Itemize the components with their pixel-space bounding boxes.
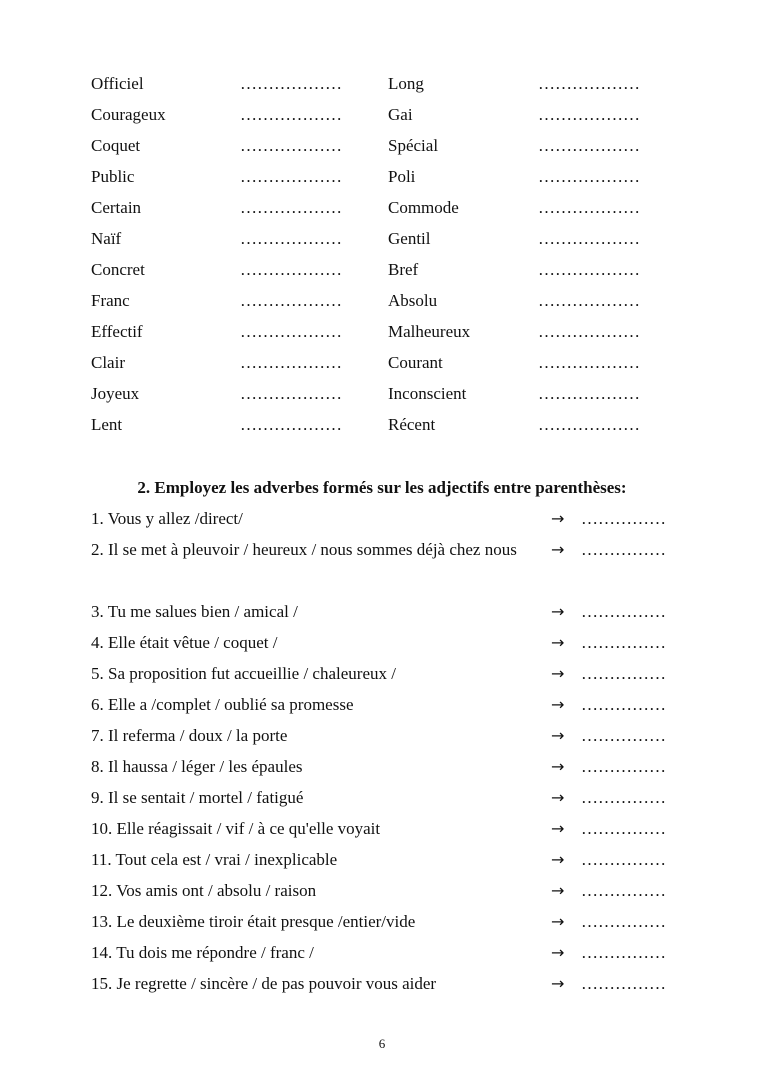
arrow-icon: → [551,602,565,621]
blank-right: ……………… [538,136,640,155]
blank-right: ……………… [538,105,640,124]
adjective-right: Long [388,74,424,93]
adjective-row [91,411,691,442]
blank-right: ……………… [538,260,640,279]
exercise-item [91,536,681,598]
exercise-sentence: 12. Vos amis ont / absolu / raison [91,881,317,900]
exercise-sentence: 8. Il haussa / léger / les épaules [91,757,303,776]
exercise-list [91,505,681,1001]
adjective-row [91,70,691,101]
exercise-title: 2. Employez les adverbes formés sur les adjectifs entre parenthèses: [137,478,627,497]
adjective-row [91,380,691,411]
arrow-icon: → [551,695,565,714]
blank-left: ……………… [240,105,342,124]
adjective-left: Clair [91,353,125,372]
arrow-icon: → [551,819,565,838]
answer-blank: …………… [581,912,666,931]
adjective-left: Certain [91,198,142,217]
answer-blank: …………… [581,881,666,900]
answer-blank: …………… [581,695,666,714]
blank-left: ……………… [240,353,342,372]
adjective-right: Poli [388,167,416,186]
blank-right: ……………… [538,415,640,434]
adjective-left: Lent [91,415,123,434]
adjective-row [91,163,691,194]
exercise-sentence: 4. Elle était vêtue / coquet / [91,633,278,652]
blank-left: ……………… [240,322,342,341]
blank-left: ……………… [240,136,342,155]
adjective-left: Officiel [91,74,144,93]
exercise-item [91,970,681,1001]
blank-right: ……………… [538,384,640,403]
blank-left: ……………… [240,74,342,93]
blank-right: ……………… [538,229,640,248]
adjective-right: Gai [388,105,413,124]
adjective-row [91,256,691,287]
adjective-left: Courageux [91,105,166,124]
blank-right: ……………… [538,353,640,372]
adjective-left: Naïf [91,229,122,248]
answer-blank: …………… [581,509,666,528]
exercise-item [91,660,681,691]
exercise-sentence: 7. Il referma / doux / la porte [91,726,288,745]
adjective-right: Gentil [388,229,431,248]
adjective-left: Public [91,167,135,186]
exercise-item [91,722,681,753]
adjective-right: Inconscient [388,384,467,403]
exercise-sentence: 6. Elle a /complet / oublié sa promesse [91,695,354,714]
adjective-left: Effectif [91,322,143,341]
exercise-item [91,753,681,784]
arrow-icon: → [551,664,565,683]
exercise-sentence: 9. Il se sentait / mortel / fatigué [91,788,304,807]
arrow-icon: → [551,540,565,559]
answer-blank: …………… [581,974,666,993]
arrow-icon: → [551,943,565,962]
exercise-sentence: 15. Je regrette / sincère / de pas pouvoir vous aider [91,974,437,993]
page-number: 6 [378,1036,386,1051]
adjective-row [91,132,691,163]
adjective-left: Joyeux [91,384,140,403]
adjective-row [91,225,691,256]
answer-blank: …………… [581,819,666,838]
blank-right: ……………… [538,74,640,93]
blank-left: ……………… [240,229,342,248]
blank-right: ……………… [538,322,640,341]
answer-blank: …………… [581,757,666,776]
answer-blank: …………… [581,540,666,559]
adjective-right: Absolu [388,291,438,310]
adjective-row [91,349,691,380]
answer-blank: …………… [581,943,666,962]
blank-right: ……………… [538,167,640,186]
exercise-item [91,784,681,815]
adjective-right: Bref [388,260,419,279]
exercise-sentence: 3. Tu me salues bien / amical / [91,602,298,621]
blank-left: ……………… [240,198,342,217]
arrow-icon: → [551,509,565,528]
arrow-icon: → [551,757,565,776]
blank-left: ……………… [240,384,342,403]
adjective-row [91,318,691,349]
exercise-item [91,598,681,629]
arrow-icon: → [551,912,565,931]
blank-left: ……………… [240,260,342,279]
blank-right: ……………… [538,198,640,217]
blank-right: ……………… [538,291,640,310]
exercise-sentence: 13. Le deuxième tiroir était presque /entier/vide [91,912,416,931]
exercise-item [91,691,681,722]
adjective-right: Récent [388,415,436,434]
answer-blank: …………… [581,788,666,807]
exercise-sentence: 11. Tout cela est / vrai / inexplicable [91,850,338,869]
exercise-sentence: 2. Il se met à pleuvoir / heureux / nous sommes déjà chez nous [91,540,517,559]
exercise-item [91,815,681,846]
blank-left: ……………… [240,291,342,310]
adjective-left: Concret [91,260,145,279]
adjective-right: Spécial [388,136,439,155]
exercise-sentence: 5. Sa proposition fut accueillie / chaleureux / [91,664,396,683]
exercise-item [91,846,681,877]
exercise-sentence: 10. Elle réagissait / vif / à ce qu'elle voyait [91,819,381,838]
answer-blank: …………… [581,602,666,621]
exercise-sentence: 1. Vous y allez /direct/ [91,509,243,528]
exercise-item [91,505,681,536]
adjective-right: Courant [388,353,443,372]
arrow-icon: → [551,881,565,900]
exercise-item [91,877,681,908]
adjective-right: Commode [388,198,459,217]
arrow-icon: → [551,633,565,652]
arrow-icon: → [551,974,565,993]
exercise-item [91,908,681,939]
arrow-icon: → [551,788,565,807]
answer-blank: …………… [581,850,666,869]
exercise-sentence: 14. Tu dois me répondre / franc / [91,943,314,962]
adjective-right: Malheureux [388,322,471,341]
exercise-item [91,629,681,660]
arrow-icon: → [551,850,565,869]
arrow-icon: → [551,726,565,745]
answer-blank: …………… [581,664,666,683]
adjective-row [91,287,691,318]
answer-blank: …………… [581,633,666,652]
adjective-row [91,101,691,132]
blank-left: ……………… [240,415,342,434]
adjective-left: Franc [91,291,130,310]
adjective-row [91,194,691,225]
adjective-left: Coquet [91,136,141,155]
answer-blank: …………… [581,726,666,745]
exercise-item [91,939,681,970]
adjective-table [91,70,691,442]
blank-left: ……………… [240,167,342,186]
